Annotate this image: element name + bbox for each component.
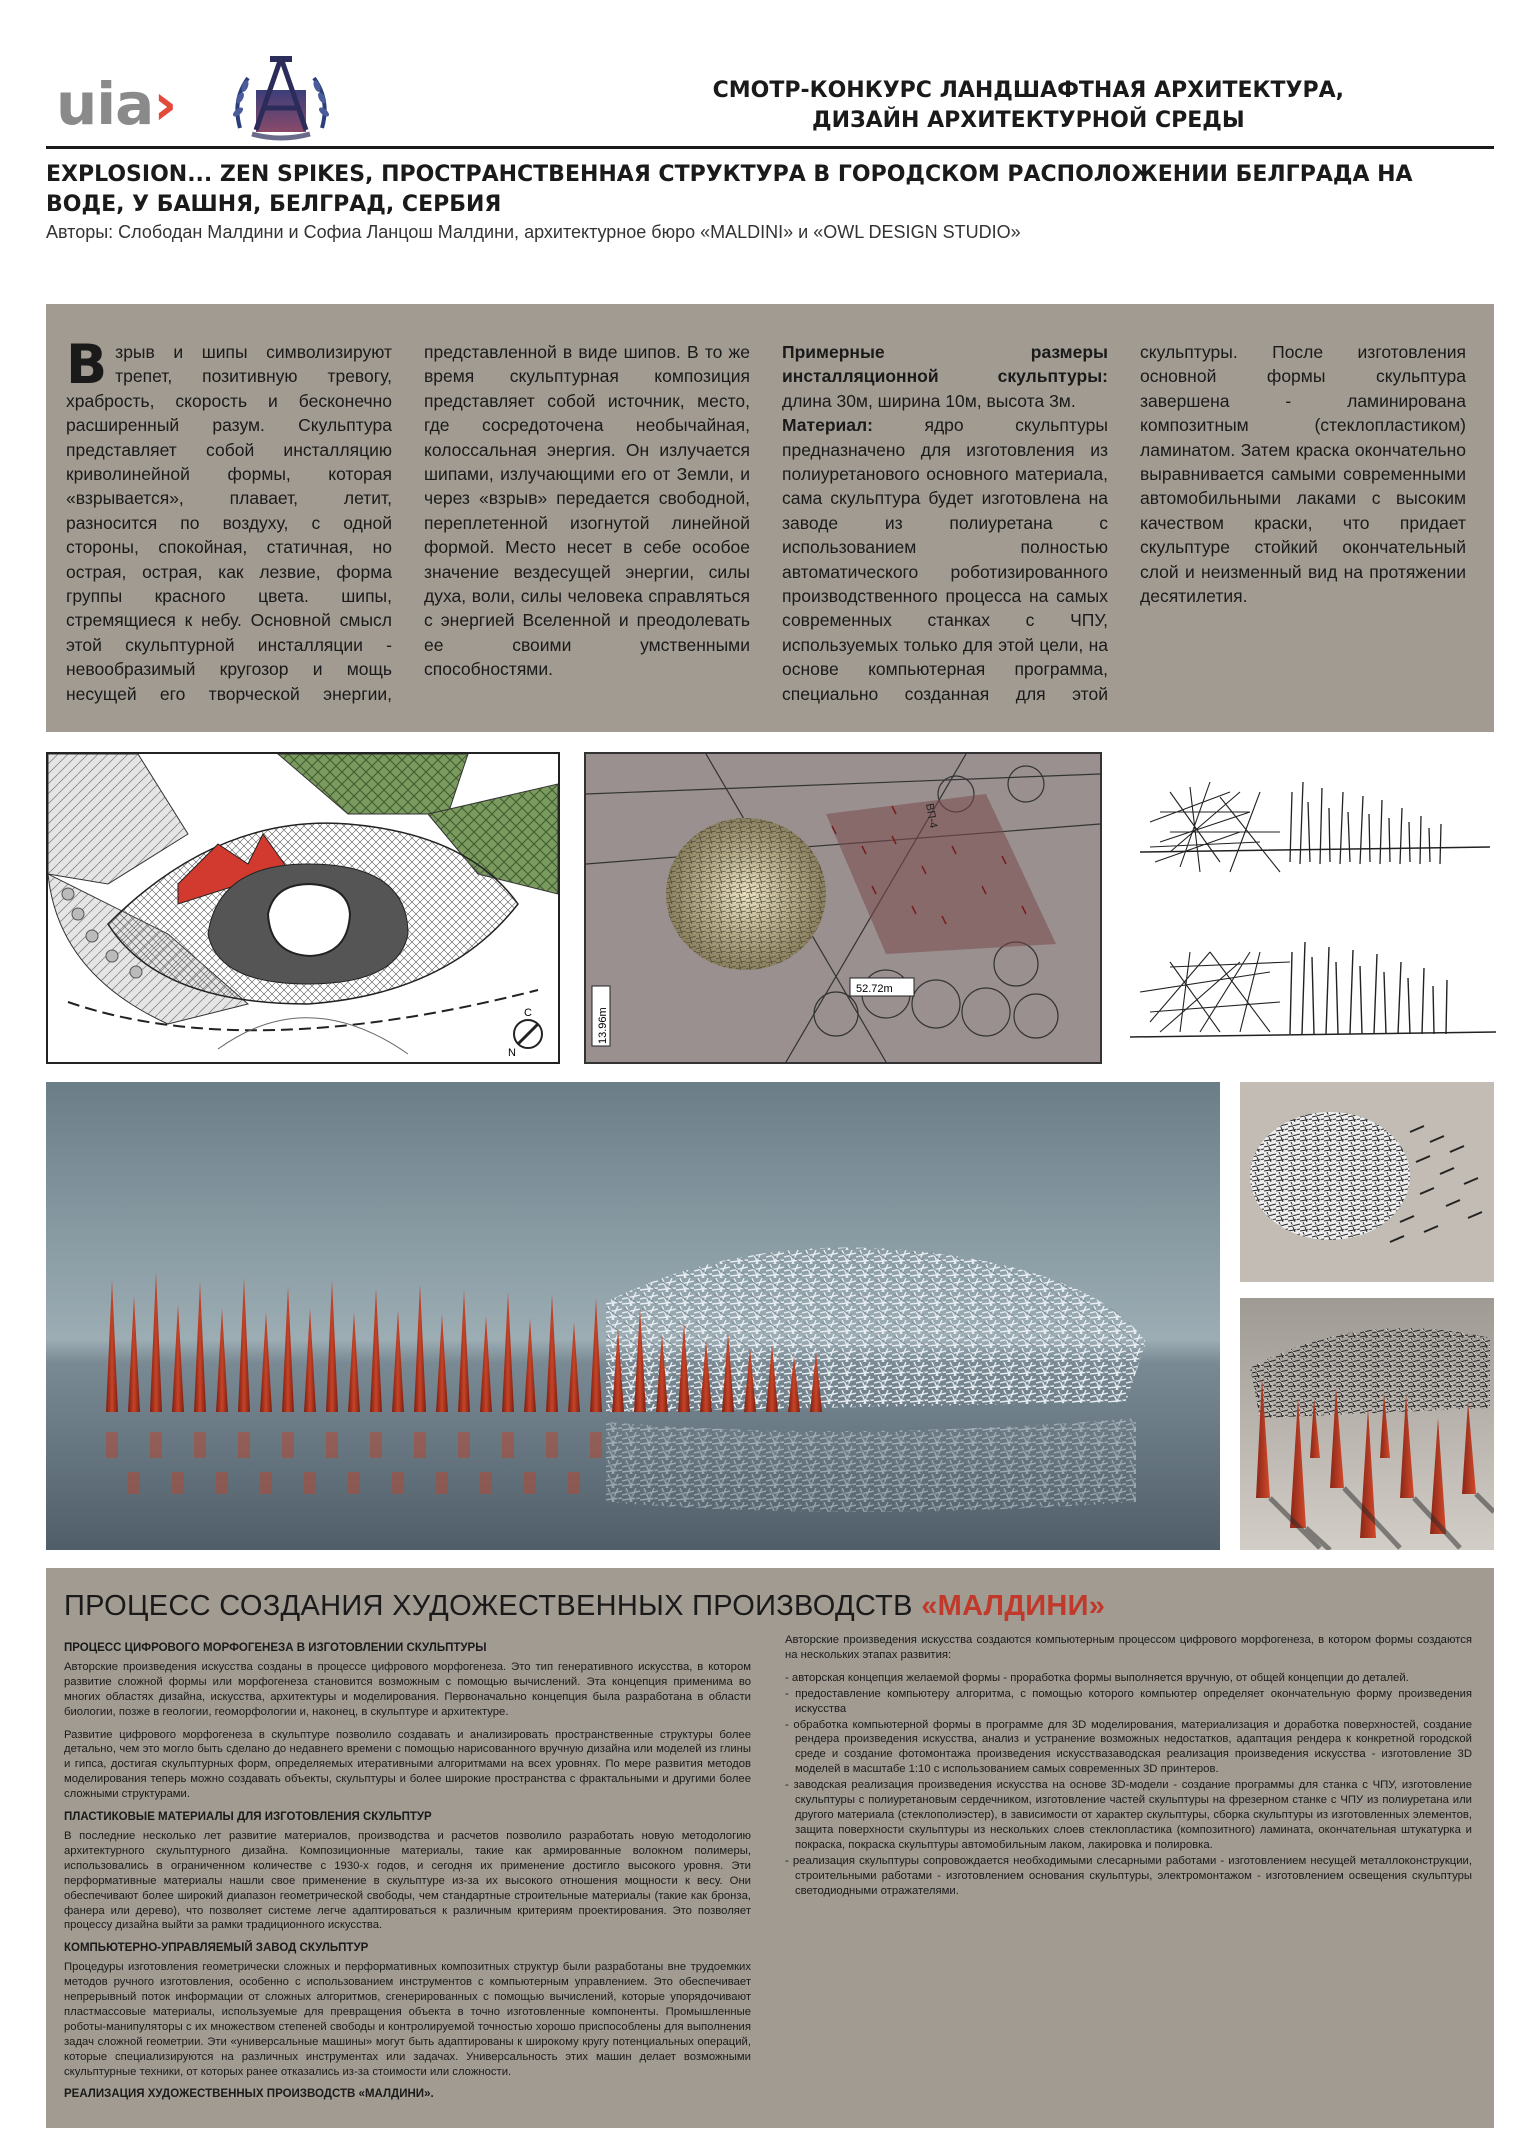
aerial-dim-width: 13.96m xyxy=(597,1007,609,1044)
plan-label-n: N xyxy=(508,1047,516,1059)
section-heading-plastic: ПЛАСТИКОВЫЕ МАТЕРИАЛЫ ДЛЯ ИЗГОТОВЛЕНИЯ СКУЛЬПТУР xyxy=(64,1811,432,1824)
paragraph-digital-1: Авторские произведения искусства созданы в процессе цифрового морфогенеза. Это тип генеративного искусства, в котором развитие сложной формы или морфогенеза становится возможным с помощью вычислений. Эта концепция применима во многих областях дизайна, искусства, архитектуры и моделирования. Первоначально концепция была разработана в области биологии, позже в геологии, геоморфологии и, наконец, в скульптуре и архитектуре. xyxy=(64,1660,751,1718)
drop-cap: В xyxy=(66,333,108,396)
process-panel xyxy=(46,1568,1494,2128)
process-title: ПРОЦЕСС СОЗДАНИЯ ХУДОЖЕСТВЕННЫХ ПРОИЗВОДСТВ «МАЛДИНИ» xyxy=(64,1590,1106,1622)
contest-title: СМОТР-КОНКУРС ЛАНДШАФТНАЯ АРХИТЕКТУРА, ДИЗАЙН АРХИТЕКТУРНОЙ СРЕДЫ xyxy=(712,78,1344,133)
paragraph-plastic: В последние несколько лет развитие материалов, производства и расчетов позволило разработать новую методологию архитектурного скульптурного дизайна. Композиционные материалы, такие как армированные волокном полимеры, использовались в ограниченном количестве с 1930-х годов, и сегодня их применение достигло высокого уровня. Эти перформативные материалы нашли свое применение в скульптуре из-за их высокого отношения мощности к весу. Они обеспечивают более широкий диапазон геометрической свободы, чем стандартные строительные материалы (такие как бронза, фанера или дерево), что позволяет системе легче адаптироваться к различным критериям проектирования. Это позволяет процессу дизайна выйти за рамки традиционного искусства. xyxy=(64,1829,751,1932)
list-item: - заводская реализация произведения искусства на основе 3D-модели - создание программы для станка с ЧПУ, изготовление скульптуры с полиуретановым сердечником, изготовление частей скульптуры на фрезерном станке с ЧПУ из полиуретана или другого материала (стеклополиэстер), в зависимости от характер скульптуры, сборка скульптуры из изготовленных элементов, защита поверхности скульптуры из нескольких слоев стеклопластика (композитного) ламината, окончательная штукатурка и покраска, покраска скульптуры автомобильным лаком, лакировка и полировка. xyxy=(785,1778,1472,1853)
header-divider xyxy=(46,146,1494,149)
paragraph-realization: Авторские произведения искусства создаются компьютерным процессом цифрового морфогенеза, в котором формы создаются на нескольких этапах развития: xyxy=(785,1634,1472,1661)
section-heading-digital: ПРОЦЕСС ЦИФРОВОГО МОРФОГЕНЕЗА В ИЗГОТОВЛЕНИИ СКУЛЬПТУРЫ xyxy=(64,1642,487,1654)
aerial-render xyxy=(584,752,1102,1064)
list-item: - предоставление компьютеру алгоритма, с помощью которого компьютер определяет окончательную форму произведения искусства xyxy=(785,1687,1472,1717)
aerial-zone-label: ВП-4 xyxy=(923,802,940,830)
section-heading-realization: РЕАЛИЗАЦИЯ ХУДОЖЕСТВЕННЫХ ПРОИЗВОДСТВ «МАЛДИНИ». xyxy=(64,2088,434,2101)
material-paragraph: Материал: ядро скульптуры предназначено для изготовления из полиуретанового основного материала, сама скульптура будет изготовлена на заводе из полиуретана с использованием полностью автоматического роботизированного производственного процесса на самых современных станках с ЧПУ, используемых только для этой цели, на основе компьютерная программа, специально созданная для этой скульптуры. После изготовления основной формы скульптура завершена - ламинирована композитным (стеклопластиком) ламинатом. Затем краска окончательно выравнивается самыми современными автомобильными лаками с высоким качеством краски, что придает скульптуре стойкий окончательный слой и неизменный вид на протяжении десятилетия. xyxy=(782,342,1466,704)
project-title: EXPLOSION... ZEN SPIKES, ПРОСТРАНСТВЕННАЯ СТРУКТУРА В ГОРОДСКОМ РАСПОЛОЖЕНИИ БЕЛГРАДА НА ВОДЕ, У БАШНЯ, БЕЛГРАД, СЕРБИЯ xyxy=(46,162,1413,217)
top-view-render xyxy=(1240,1082,1494,1282)
list-item: - обработка компьютерной формы в программе для 3D моделирования, материализация и доработка поверхностей, создание рендера произведения искусства, анализ и устранение возможных недостатков, адаптация рендера к конкретной городской среде и создание фотомонтажа произведения искусствазаводская реализация произведения искусства - изготовление 3D моделей в масштабе 1:10 с использованием самых современных 3D принтеров. xyxy=(785,1718,1472,1778)
paragraph-factory: Процедуры изготовления геометрически сложных и перформативных композитных структур были разработаны вне трудоемких методов ручного изготовления, особенно с использованием инструментов с компьютерным управлением. Это обеспечивает непрерывный поток информации от сложных алгоритмов, сгенерированных с помощью вычислений, которые упорядочивают пластмассовые материалы, используемые для превращения объекта в точно изготовленные компоненты. Промышленные роботы-манипуляторы с их множеством степеней свободы и контролируемой точностью хорошо приспособлены для выполнения задач сложной геометрии. Эти «универсальные машины» могут быть адаптированы к широкому кругу потенциальных операций, которые специализируются на различных инструментах или задачах. Универсальность этих машин делает возможными скульптурные техники, от которых ранее отказались из-за стоимости или сложности. xyxy=(64,1961,751,2078)
association-emblem-icon xyxy=(226,50,336,148)
intro-panel xyxy=(46,304,1494,732)
stages-list xyxy=(785,1671,1472,1899)
intro-text-columns xyxy=(66,333,1466,712)
list-item: - реализация скульптуры сопровождается необходимыми слесарными работами - изготовлением несущей металлоконструкции, строительными работами - изготовлением основания скульптуры, электромонтажом - изготовлением освещения скульптуры светодиодными отражателями. xyxy=(785,1854,1472,1899)
process-text-columns xyxy=(64,1633,1472,2113)
intro-paragraph: Взрыв и шипы символизируют трепет, позитивную тревогу, храбрость, скорость и бесконечно расширенный разум. Скульптура представляет собой инсталляцию криволинейной формы, которая «взрывается», плавает, летит, разносится по воздуху, с одной стороны, спокойная, статичная, но острая, острая, как лезвие, форма группы красного цвета. шипы, стремящиеся к небу. Основной смысл этой скульптурной инсталляции - невообразимый кругозор и мощь несущей его творческой энергии, представленной в виде шипов. В то же время скульптурная композиция представляет собой источник, место, где сосредоточена необычайная, колоссальная энергия. Он излучается шипами, излучающими его от Земли, и через «взрыв» передается свободной, переплетенной изогнутой линейной формой. Место несет в себе особое значение вездесущей энергии, силы духа, воли, силы человека справляться с энергией Вселенной и преодолевать ее своими умственными способностями. xyxy=(66,333,750,704)
sketch-drawings xyxy=(1110,752,1496,1064)
main-render xyxy=(46,1082,1220,1550)
aerial-dim-length: 52.72m xyxy=(856,983,893,995)
perspective-render xyxy=(1240,1298,1494,1550)
uia-logo: uia› xyxy=(56,70,177,138)
site-plan-drawing xyxy=(46,752,560,1064)
authors-line: Авторы: Слободан Малдини и Софиа Ланцош Малдини, архитектурное бюро «MALDINI» и «OWL DESIGN STUDIO» xyxy=(46,222,1021,242)
section-heading-factory: КОМПЬЮТЕРНО-УПРАВЛЯЕМЫЙ ЗАВОД СКУЛЬПТУР xyxy=(64,1942,369,1955)
paragraph-digital-2: Развитие цифрового морфогенеза в скульптуре позволило создавать и анализировать пространственные структуры более детально, чем это могло быть сделано до недавнего времени с помощью нарисованного вручную дизайна или моделей из глины и гипса, достигая скульптурных форм, определяемых итеративными алгоритмами на всех уровнях. По мере развития методов моделирования теперь можно создавать объекты, скульптуры и более широкие пространства с фрактальными и другими более сложными структурами. xyxy=(64,1728,751,1801)
plan-label-c: C xyxy=(524,1007,532,1019)
size-paragraph: Примерные размеры инсталляционной скульптуры: длина 30м, ширина 10м, высота 3м. xyxy=(782,342,1108,411)
list-item: - авторская концепция желаемой формы - проработка формы выполняется вручную, от общей концепции до деталей. xyxy=(785,1671,1472,1686)
poster-header xyxy=(46,50,1494,148)
